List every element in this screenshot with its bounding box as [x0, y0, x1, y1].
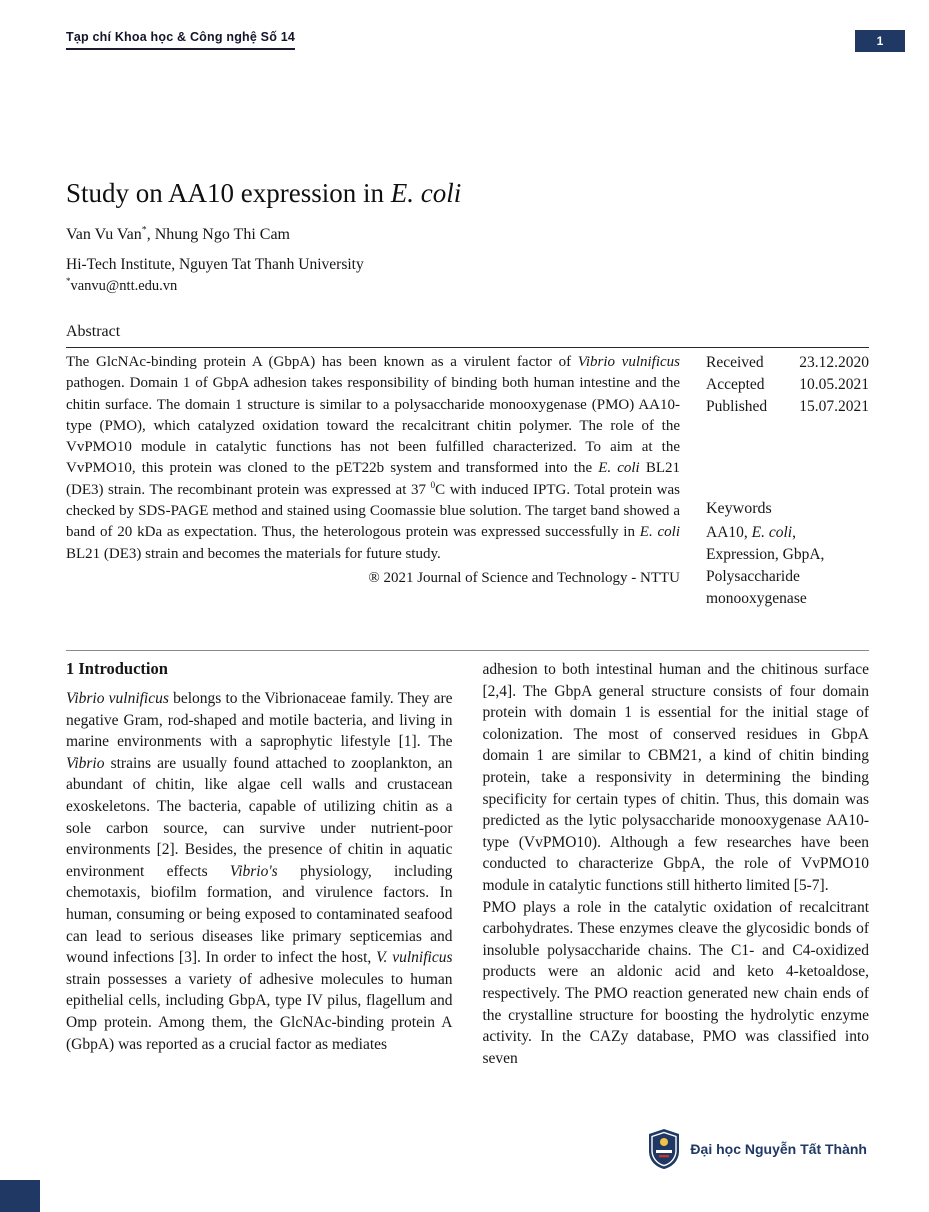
body-section — [66, 650, 869, 1069]
body-column-right — [483, 659, 870, 1069]
page-corner-block — [0, 1180, 40, 1212]
page-number-badge: 1 — [855, 30, 905, 52]
email-line: *vanvu@ntt.edu.vn — [66, 276, 178, 294]
title-block — [66, 176, 869, 295]
received-row — [706, 352, 869, 374]
keywords-block — [706, 498, 869, 610]
university-crest-logo — [648, 1128, 680, 1170]
received-date: 23.12.2020 — [799, 354, 869, 371]
keywords-heading: Keywords — [706, 500, 772, 517]
keywords-text: AA10, E. coli, Expression, GbpA, Polysaccharide monooxygenase — [706, 524, 825, 607]
article-title: Study on AA10 expression in E. coli — [66, 178, 462, 208]
right-paragraph-1: adhesion to both intestinal human and the chitinous surface [2,4]. The GbpA general structure consists of four domain protein with domain 1 is essential for the initial stage of colonization. The most of conserved residues in GbpA domain 1 are similar to CBM21, a kind of chitin binding protein, take a responsivity in determining the binding specificity for certain types of chitin. Thus, this domain was predicted as the lytic polysaccharide monooxygenase AA10-type (VvPMO10). Although a few researches have been conducted to characterize GbpA, the role of VvPMO10 module in catalytic functions still hitherto limited [5-7]. — [482, 661, 869, 894]
dates-block — [706, 352, 869, 418]
abstract-rule — [66, 347, 869, 348]
body-column-left — [66, 659, 453, 1069]
abstract-text: The GlcNAc-binding protein A (GbpA) has been known as a virulent factor of Vibrio vulnificus pathogen. Domain 1 of GbpA adhesion takes responsibility of binding both human intestine and the chitin surface. The domain 1 structure is similar to a polysaccharide monooxygenase (PMO) AA10-type (PMO), which catalyzed oxidation toward the recalcitrant chitin polymer. The role of the VvPMO10 module in catalytic functions has not been fulfilled characterized. To aim at the VvPMO10, this protein was cloned to the pET22b system and transformed into the E. coli BL21 (DE3) strain. The recombinant protein was expressed at 37 $^0$C with induced IPTG. Total protein was checked by SDS-PAGE method and stained using Coomassie blue solution. The target band showed a band of 20 kDa as expectation. Thus, the heterologous protein was expressed successfully in E. coli BL21 (DE3) strain and becomes the materials for future study. — [66, 354, 681, 562]
published-date: 15.07.2021 — [799, 398, 869, 415]
accepted-label: Accepted — [706, 376, 765, 393]
accepted-date: 10.05.2021 — [799, 376, 869, 393]
copyright-line: ® 2021 Journal of Science and Technology - NTTU — [368, 569, 680, 586]
received-label: Received — [706, 354, 764, 371]
published-row — [706, 396, 869, 418]
accepted-row — [706, 374, 869, 396]
page-footer — [648, 1128, 867, 1170]
meta-column — [706, 352, 869, 610]
abstract-section — [66, 323, 869, 610]
page-header — [66, 30, 905, 52]
published-label: Published — [706, 398, 768, 415]
authors-line: Van Vu Van*, Nhung Ngo Thi Cam — [66, 224, 290, 243]
affiliation-line: Hi-Tech Institute, Nguyen Tat Thanh University — [66, 256, 364, 273]
university-name: Đại học Nguyễn Tất Thành — [690, 1141, 867, 1157]
abstract-heading: Abstract — [66, 323, 121, 340]
right-paragraph-2: PMO plays a role in the catalytic oxidation of recalcitrant carbohydrates. These enzymes cleave the glycosidic bonds of insoluble polysaccharide chains. The C1- and C4-oxidized products were an aldonic acid and keto 4-ketoaldose, respectively. The PMO reaction generated new chain ends of the crystalline structure for boosting the hydrolytic enzyme activity. In the CAZy database, PMO was classified into seven — [482, 898, 869, 1067]
intro-paragraph: Vibrio vulnificus belongs to the Vibrionaceae family. They are negative Gram, rod-shaped and motile bacteria, and living in marine environments with a saprophytic lifestyle [1]. The Vibrio strains are usually found attached to zooplankton, an abundant of chitin, like algae cell walls and crustacean exoskeletons. The bacteria, capable of utilizing chitin as a sole carbon source, can survive under nutrient-poor environments [2]. Besides, the presence of chitin in aquatic environment effects Vibrio's physiology, including chemotaxis, biofilm formation, and virulence factors. In human, consuming or being exposed to contaminated seafood can lead to serious diseases like primary septicemias and wound infections [3]. In order to infect the host, V. vulnificus strain possesses a variety of adhesive molecules to human epithelial cells, including GbpA, type IV pilus, flagellum and Omp protein. Among them, the GlcNAc-binding protein A (GbpA) was reported as a crucial factor as mediates — [66, 690, 453, 1053]
section-1-heading: 1 Introduction — [66, 659, 168, 678]
journal-title: Tạp chí Khoa học & Công nghệ Số 14 — [66, 30, 295, 50]
